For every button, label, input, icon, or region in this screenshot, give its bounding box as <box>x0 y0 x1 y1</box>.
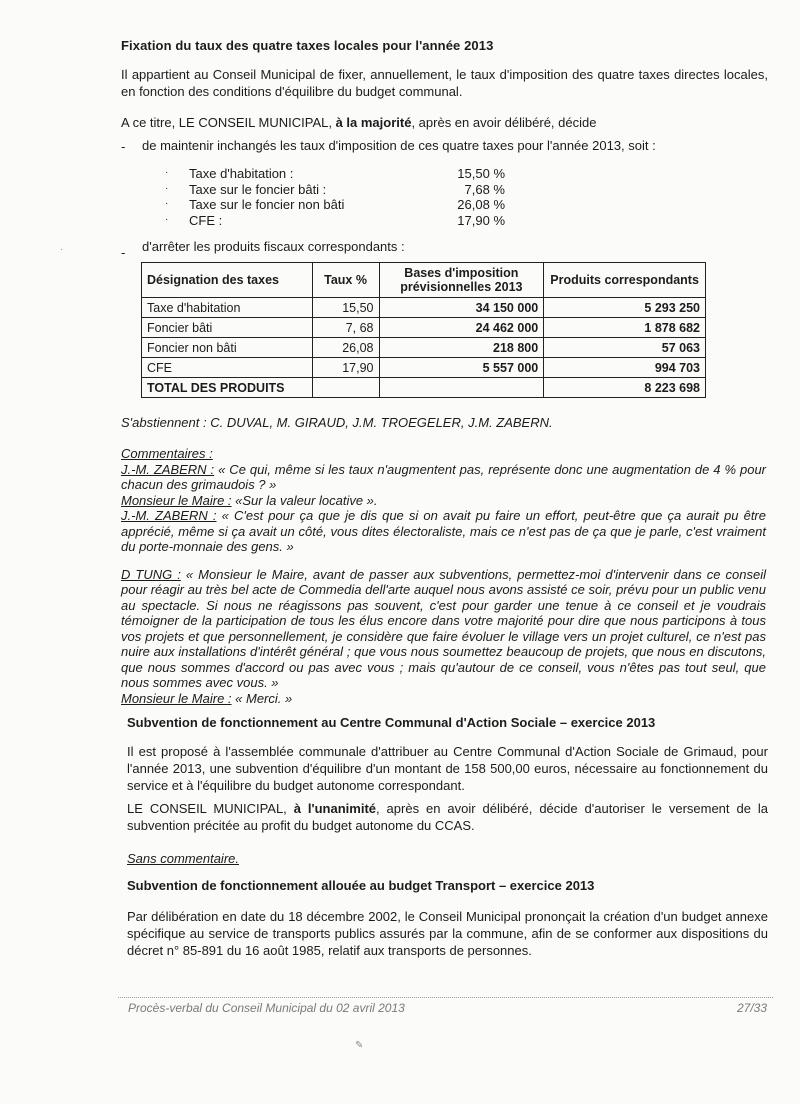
intro-paragraph: Il appartient au Conseil Municipal de fixer, annuellement, le taux d'imposition des quatre taxes directes locales, en fonction des conditions d'équilibre du budget communal. <box>121 67 768 99</box>
rate-label: CFE : <box>189 212 223 228</box>
section-title-transport: Subvention de fonctionnement allouée au budget Transport – exercice 2013 <box>127 878 595 893</box>
table-cell: 1 878 682 <box>544 318 706 338</box>
table-cell: Foncier bâti <box>142 318 313 338</box>
rate-label: Taxe d'habitation : <box>189 166 294 181</box>
rate-row <box>165 166 505 182</box>
speaker: J.-M. ZABERN : <box>121 508 217 523</box>
table-row <box>142 298 706 318</box>
speaker: Monsieur le Maire : <box>121 492 232 508</box>
table-cell: 218 800 <box>379 338 544 358</box>
scan-speck-mark: · <box>60 244 64 255</box>
table-header: Produits correspondants <box>544 263 706 298</box>
bullet: · <box>165 182 169 194</box>
comment-entry <box>121 567 766 691</box>
ccas-p2-prefix: LE CONSEIL MUNICIPAL, <box>127 801 294 816</box>
comment-entry <box>121 691 766 707</box>
list-dash: - <box>121 245 126 260</box>
table-cell: CFE <box>142 358 313 378</box>
ccas-paragraph-1: Il est proposé à l'assemblée communale d'attribuer au Centre Communal d'Action Sociale de Grimaud, pour l'année 2013, une subvention d'équilibre d'un montant de 158 500,00 euros, nécessaire au fonctionnement du service et à l'équilibre du budget autonome correspondant. <box>127 744 768 793</box>
decision-suffix: , après en avoir délibéré, décide <box>411 115 597 130</box>
decision-prefix: A ce titre, LE CONSEIL MUNICIPAL, <box>121 115 336 130</box>
table-cell: Foncier non bâti <box>142 338 313 358</box>
decision-paragraph <box>121 114 768 131</box>
table-cell-empty <box>312 378 379 398</box>
rate-row <box>165 213 505 229</box>
comment-text: «Sur la valeur locative ». <box>231 492 378 508</box>
rate-value: 17,90 % <box>457 212 505 228</box>
comment-entry <box>121 508 766 555</box>
spacer <box>121 555 766 567</box>
rate-value: 7,68 % <box>464 181 505 197</box>
table-header: Désignation des taxes <box>142 263 313 298</box>
table-row <box>142 358 706 378</box>
footer-page-number: 27/33 <box>737 1001 768 1015</box>
decision-item-1: de maintenir inchangés les taux d'imposition de ces quatre taxes pour l'année 2013, soit : <box>142 138 656 153</box>
table-cell: 17,90 <box>312 358 379 378</box>
total-label: TOTAL DES PRODUITS <box>142 378 313 398</box>
table-header: Bases d'imposition prévisionnelles 2013 <box>379 263 544 298</box>
decision-majority: à la majorité <box>335 115 412 130</box>
table-row <box>142 318 706 338</box>
comment-text: « C'est pour ça que je dis que si on avait pu faire un effort, peut-être que ça aurait pu être apprécié, même si ça avait un côté, vous dites électoraliste, mais ce n'est pas de ça que je parle, c'est vraiment du porte-monnaie des gens. » <box>121 508 766 554</box>
table-cell: 57 063 <box>544 338 706 358</box>
list-dash: - <box>121 139 126 154</box>
bullet: · <box>165 198 169 210</box>
comment-text: « Ce qui, même si les taux n'augmentent pas, représente donc une augmentation de 4 % pour chacun des grimaudois ? » <box>121 461 767 492</box>
ccas-p2-bold: à l'unanimité <box>293 801 376 816</box>
comment-entry <box>121 462 766 493</box>
transport-paragraph: Par délibération en date du 18 décembre 2002, le Conseil Municipal prononçait la création d'un budget annexe spécifique au service de transports publics assurés par la commune, afin de se conformer aux dispositions du décret n° 85-891 du 16 août 1985, relatif aux transports de personnes. <box>127 909 768 958</box>
table-cell: 5 557 000 <box>379 358 544 378</box>
rate-label: Taxe sur le foncier bâti : <box>189 181 327 197</box>
comment-text: « Merci. » <box>231 690 293 706</box>
tax-products-table <box>141 262 706 398</box>
table-row <box>142 338 706 358</box>
rates-list <box>165 166 505 228</box>
comments-block <box>121 446 766 706</box>
abstentions: S'abstiennent : C. DUVAL, M. GIRAUD, J.M. TROEGELER, J.M. ZABERN. <box>121 415 553 430</box>
section-title-ccas: Subvention de fonctionnement au Centre Communal d'Action Sociale – exercice 2013 <box>127 715 656 730</box>
table-cell: 15,50 <box>312 298 379 318</box>
rate-row <box>165 197 505 213</box>
decision-item-2: d'arrêter les produits fiscaux correspondants : <box>142 239 405 254</box>
section-title-taxes: Fixation du taux des quatre taxes locales pour l'année 2013 <box>121 38 494 53</box>
table-cell: 7, 68 <box>312 318 379 338</box>
comments-heading: Commentaires : <box>121 446 213 461</box>
speaker: Monsieur le Maire : <box>121 690 232 706</box>
rate-row <box>165 182 505 198</box>
rate-label: Taxe sur le foncier non bâti <box>189 197 345 213</box>
table-header: Taux % <box>312 263 379 298</box>
no-comment-note: Sans commentaire. <box>127 851 239 866</box>
table-cell: 24 462 000 <box>379 318 544 338</box>
rate-value: 26,08 % <box>457 197 505 213</box>
bullet: · <box>165 213 169 225</box>
table-cell: 34 150 000 <box>379 298 544 318</box>
comment-text: « Monsieur le Maire, avant de passer aux subventions, permettez-moi d'intervenir dans ce conseil pour réagir au très bel acte de Commedia dell'arte auquel nous avons assisté ce soir, prévu pour un public venu au spectacle. Si nous ne réagissons pas souvent, c'est pour garder une tenue à ce conseil et je voudrais témoigner de la participation de tous les élus encore dans votre majorité pour dire que nous participons à tous vos projets et que personnellement, je considère que faire évoluer le village vers un projet culturel, ce n'est pas nuire aux installations d'intérêt général ; que vous nous soumettez beaucoup de projets, que nous en discutons, que nous sommes d'accord ou pas avec vous ; mais qu'autour de ce conseil, vous n'êtes pas tout seul, que nous sommes avec vous. » <box>121 566 766 690</box>
ccas-p2-suffix: , après en avoir délibéré, décide d'autoriser le versement de la subvention précitée au profit du budget autonome du CCAS. <box>127 801 768 833</box>
rate-value: 15,50 % <box>457 166 505 181</box>
table-cell: Taxe d'habitation <box>142 298 313 318</box>
speaker: J.-M. ZABERN : <box>121 461 215 477</box>
speaker: D TUNG : <box>121 566 181 582</box>
footer-divider <box>118 997 773 998</box>
table-header-row <box>142 263 706 298</box>
table-cell: 5 293 250 <box>544 298 706 318</box>
bullet: · <box>165 167 169 178</box>
comment-entry <box>121 493 766 509</box>
footer-left: Procès-verbal du Conseil Municipal du 02 avril 2013 <box>128 1001 405 1015</box>
ccas-paragraph-2 <box>127 800 768 834</box>
table-cell: 994 703 <box>544 358 706 378</box>
table-cell-empty <box>379 378 544 398</box>
scan-speck-mark: ✎ <box>355 1040 364 1051</box>
total-value: 8 223 698 <box>544 378 706 398</box>
table-cell: 26,08 <box>312 338 379 358</box>
table-total-row <box>142 378 706 398</box>
